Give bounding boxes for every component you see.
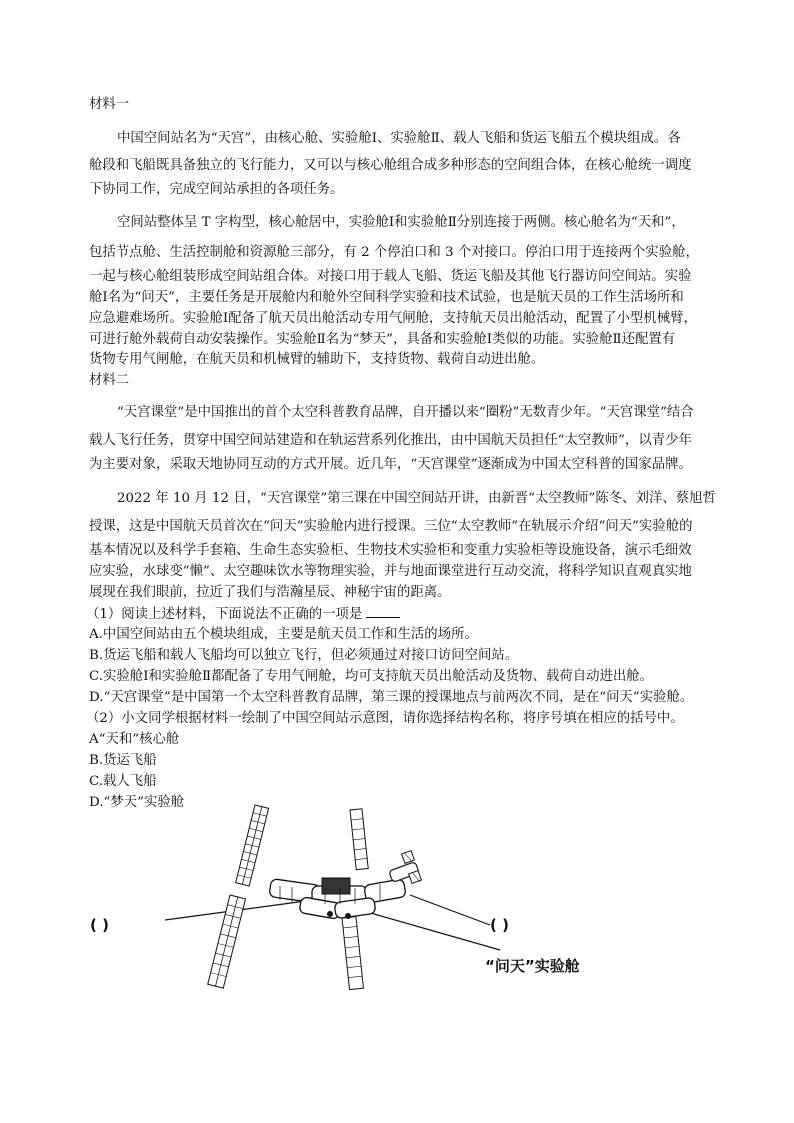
solar-panel-upper-left [236, 805, 269, 886]
material2-title: 材料二 [89, 373, 130, 388]
material1-line-8: 应急避难场所。实验舱Ⅰ配备了航天员出舱活动专用气闸舱，支持航天员出舱活动，配置了小型机械臂， [89, 311, 697, 326]
material2-line-8: 展现在我们眼前，拉近了我们与浩瀚星辰、神秘宇宙的距离。 [89, 585, 451, 600]
material2-line-4: 2022 年 10 月 12 日，“天宫课堂”第三课在中国空间站开讲，由新晋“太空教师”陈冬、刘洋、蔡旭哲 [117, 491, 716, 506]
right-pointer-line [410, 895, 490, 925]
question1-option-c: C.实验舱Ⅰ和实验舱Ⅱ都配备了专用气闸舱，均可支持航天员出舱活动及货物、载荷自动进出舱。 [89, 669, 654, 684]
station-modules [269, 878, 406, 919]
material2-line-7: 应实验，水球变“懒”、太空趣味饮水等物理实验，并与地面课堂进行互动交流，将科学知识直观真实地 [89, 564, 692, 579]
wentian-module-label: “问天”实验舱 [485, 957, 580, 975]
question1-option-d: D.“天宫课堂”是中国第一个太空科普教育品牌，第三课的授课地点与前两次不同，是在“问天”实验舱。 [89, 690, 694, 705]
material1-line-10: 货物专用气闸舱，在航天员和机械臂的辅助下，支持货物、载荷自动进出舱。 [89, 352, 545, 367]
answer-blank[interactable] [366, 605, 400, 618]
material2-line-5: 授课，这是中国航天员首次在“问天”实验舱内进行授课。三位“太空教师”在轨展示介绍“问天”实验舱的 [89, 519, 693, 534]
right-answer-bracket[interactable]: ( ) [490, 916, 509, 934]
question1-stem [86, 605, 726, 624]
spacecraft-upper-right [389, 851, 422, 884]
material1-line-5: 包括节点舱、生活控制舱和资源舱三部分，有 2 个停泊口和 3 个对接口。停泊口用于连接两个实验舱， [89, 245, 699, 260]
material1-line-4: 空间站整体呈 T 字构型，核心舱居中，实验舱Ⅰ和实验舱Ⅱ分别连接于两侧。核心舱名为“天和”， [117, 215, 685, 230]
question2-option-a: A“天和”核心舱 [89, 732, 180, 747]
material1-title: 材料一 [89, 97, 130, 112]
material1-line-6: 一起与核心舱组装形成空间站组合体。对接口用于载人飞船、货运飞船及其他飞行器访问空间站。实验 [89, 269, 692, 284]
left-answer-bracket[interactable]: ( ) [90, 916, 109, 934]
material2-line-2: 载人飞行任务，贯穿中国空间站建造和在轨运营系列化推出，由中国航天员担任“太空教师”，以青少年 [89, 433, 692, 448]
solar-panel-upper-right [350, 809, 368, 870]
material1-line-3: 下协同工作，完成空间站承担的各项任务。 [89, 182, 344, 197]
solar-panel-lower-center [342, 917, 363, 990]
question1-stem-text: （1）阅读上述材料，下面说法不正确的一项是 [86, 607, 363, 622]
material2-line-3: 为主要对象，采取天地协同互动的方式开展。近几年，“天宫课堂”逐渐成为中国太空科普的国家品牌。 [89, 457, 692, 472]
question2-option-d: D.“梦天”实验舱 [89, 795, 185, 810]
material1-line-2: 舱段和飞船既具备独立的飞行能力，又可以与核心舱组合成多种形态的空间组合体，在核心舱统一调度 [89, 158, 692, 173]
wentian-pointer-line [360, 910, 500, 950]
material1-line-7: 舱Ⅰ名为“问天”，主要任务是开展舱内和舱外空间科学实验和技术试验，也是航天员的工作生活场所和 [89, 290, 684, 305]
question2-stem: （2）小文同学根据材料一绘制了中国空间站示意图，请你选择结构名称，将序号填在相应的括号中。 [86, 711, 684, 726]
material2-line-6: 基本情况以及科学手套箱、生命生态实验柜、生物技术实验柜和变重力实验柜等设施设备，演示毛细效 [89, 543, 692, 558]
question1-option-a: A.中国空间站由五个模块组成，主要是航天员工作和生活的场所。 [89, 627, 478, 642]
material1-line-1: 中国空间站名为“天宫”，由核心舱、实验舱Ⅰ、实验舱Ⅱ、载人飞船和货运飞船五个模块组成。各 [117, 131, 681, 146]
material1-line-9: 可进行舱外载荷自动安装操作。实验舱Ⅱ名为“梦天”，具备和实验舱Ⅰ类似的功能。实验舱Ⅱ还配置有 [89, 332, 676, 347]
material2-line-1: “天宫课堂”是中国推出的首个太空科普教育品牌，自开播以来“圈粉”无数青少年。“天宫课堂”结合 [117, 405, 694, 420]
question1-option-b: B.货运飞船和载人飞船均可以独立飞行，但必须通过对接口访问空间站。 [89, 648, 519, 663]
question2-option-b: B.货运飞船 [89, 753, 157, 768]
question2-option-c: C.载人飞船 [89, 774, 157, 789]
solar-panel-lower-left [208, 895, 246, 988]
